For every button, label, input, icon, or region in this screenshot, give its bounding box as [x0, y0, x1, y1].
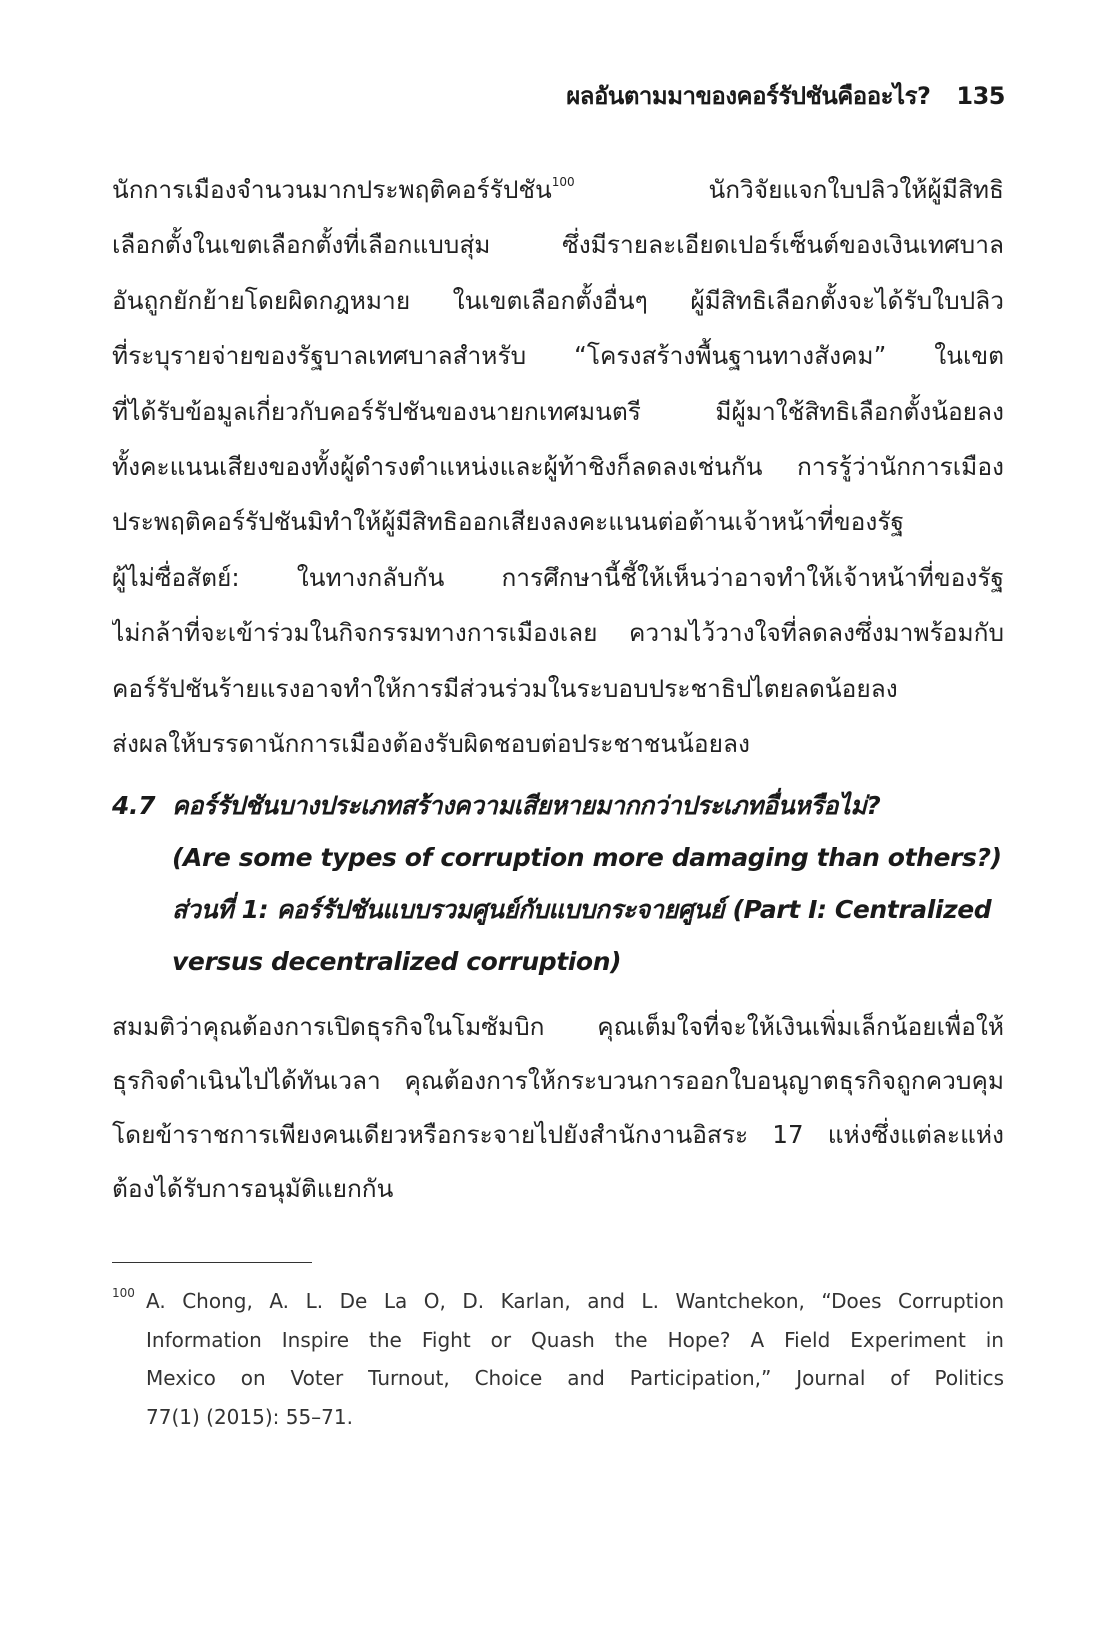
footnote-number: 100: [112, 1286, 135, 1300]
subsection-title-cont: versus decentralized corruption): [172, 947, 622, 976]
section-heading: [112, 780, 1004, 988]
paragraph-line: ที่ระบุรายจ่ายของรัฐบาลเทศบาลสำหรับ “โครงสร้างพื้นฐานทางสังคม” ในเขต: [112, 341, 1004, 371]
body-paragraph-2: [112, 1000, 1004, 1216]
running-header: [112, 76, 1005, 115]
chapter-title: ผลอันตามมาของคอร์รัปชันคืออะไร?: [566, 82, 931, 110]
paragraph-line: อันถูกยักย้ายโดยผิดกฎหมาย ในเขตเลือกตั้งอื่นๆ ผู้มีสิทธิเลือกตั้งจะได้รับใบปลิว: [112, 285, 1004, 315]
section-number: 4.7: [112, 791, 156, 820]
footnote: [112, 1282, 1004, 1436]
paragraph-line: ผู้ไม่ซื่อสัตย์: ในทางกลับกัน การศึกษานี้ชี้ให้เห็นว่าอาจทำให้เจ้าหน้าที่ของรัฐ: [112, 562, 1004, 592]
footnote-divider: [112, 1262, 312, 1263]
paragraph-line: ประพฤติคอร์รัปชันมิทำให้ผู้มีสิทธิออกเสียงลงคะแนนต่อต้านเจ้าหน้าที่ของรัฐ: [112, 507, 905, 537]
section-title-thai: คอร์รัปชันบางประเภทสร้างความเสียหายมากกว่าประเภทอื่นหรือไม่?: [172, 791, 881, 820]
section-title-english: (Are some types of corruption more damaging than others?): [172, 843, 1002, 872]
footnote-reference[interactable]: 100: [551, 175, 575, 189]
footnote-line: Mexico on Voter Turnout, Choice and Participation,” Journal of Politics: [146, 1366, 1004, 1390]
paragraph-line: ธุรกิจดำเนินไปได้ทันเวลา คุณต้องการให้กระบวนการออกใบอนุญาตธุรกิจถูกควบคุม: [112, 1066, 1004, 1095]
paragraph-line: ทั้งคะแนนเสียงของทั้งผู้ดำรงตำแหน่งและผู้ท้าชิงก็ลดลงเช่นกัน การรู้ว่านักการเมือง: [112, 451, 1004, 481]
paragraph-line: นักการเมืองจำนวนมากประพฤติคอร์รัปชัน$^{100}$ นักวิจัยแจกใบปลิวให้ผู้มีสิทธิ: [112, 175, 1004, 204]
paragraph-line: ที่ได้รับข้อมูลเกี่ยวกับคอร์รัปชันของนายกเทศมนตรี มีผู้มาใช้สิทธิเลือกตั้งน้อยลง: [112, 396, 1004, 426]
paragraph-line: เลือกตั้งในเขตเลือกตั้งที่เลือกแบบสุ่ม ซึ่งมีรายละเอียดเปอร์เซ็นต์ของเงินเทศบาล: [112, 230, 1004, 260]
footnote-line: A. Chong, A. L. De La O, D. Karlan, and L. Wantchekon, “Does Corruption: [146, 1289, 1004, 1313]
paragraph-line: โดยข้าราชการเพียงคนเดียวหรือกระจายไปยังสำนักงานอิสระ 17 แห่งซึ่งแต่ละแห่ง: [112, 1120, 1004, 1149]
subsection-title: ส่วนที่ 1: คอร์รัปชันแบบรวมศูนย์กับแบบกระจายศูนย์ (Part I: Centralized: [172, 895, 992, 924]
paragraph-line: สมมติว่าคุณต้องการเปิดธุรกิจในโมซัมบิก คุณเต็มใจที่จะให้เงินเพิ่มเล็กน้อยเพื่อให้: [112, 1012, 1004, 1041]
paragraph-line: ไม่กล้าที่จะเข้าร่วมในกิจกรรมทางการเมืองเลย ความไว้วางใจที่ลดลงซึ่งมาพร้อมกับ: [112, 618, 1004, 648]
body-paragraph-1: [112, 162, 1004, 771]
paragraph-line: คอร์รัปชันร้ายแรงอาจทำให้การมีส่วนร่วมในระบอบประชาธิปไตยลดน้อยลง: [112, 673, 898, 703]
paragraph-line: ส่งผลให้บรรดานักการเมืองต้องรับผิดชอบต่อประชาชนน้อยลง: [112, 728, 750, 758]
footnote-line: 77(1) (2015): 55–71.: [146, 1404, 353, 1429]
page-number: 135: [956, 82, 1005, 110]
footnote-line: Information Inspire the Fight or Quash the Hope? A Field Experiment in: [146, 1327, 1004, 1352]
paragraph-line: ต้องได้รับการอนุมัติแยกกัน: [112, 1174, 394, 1203]
